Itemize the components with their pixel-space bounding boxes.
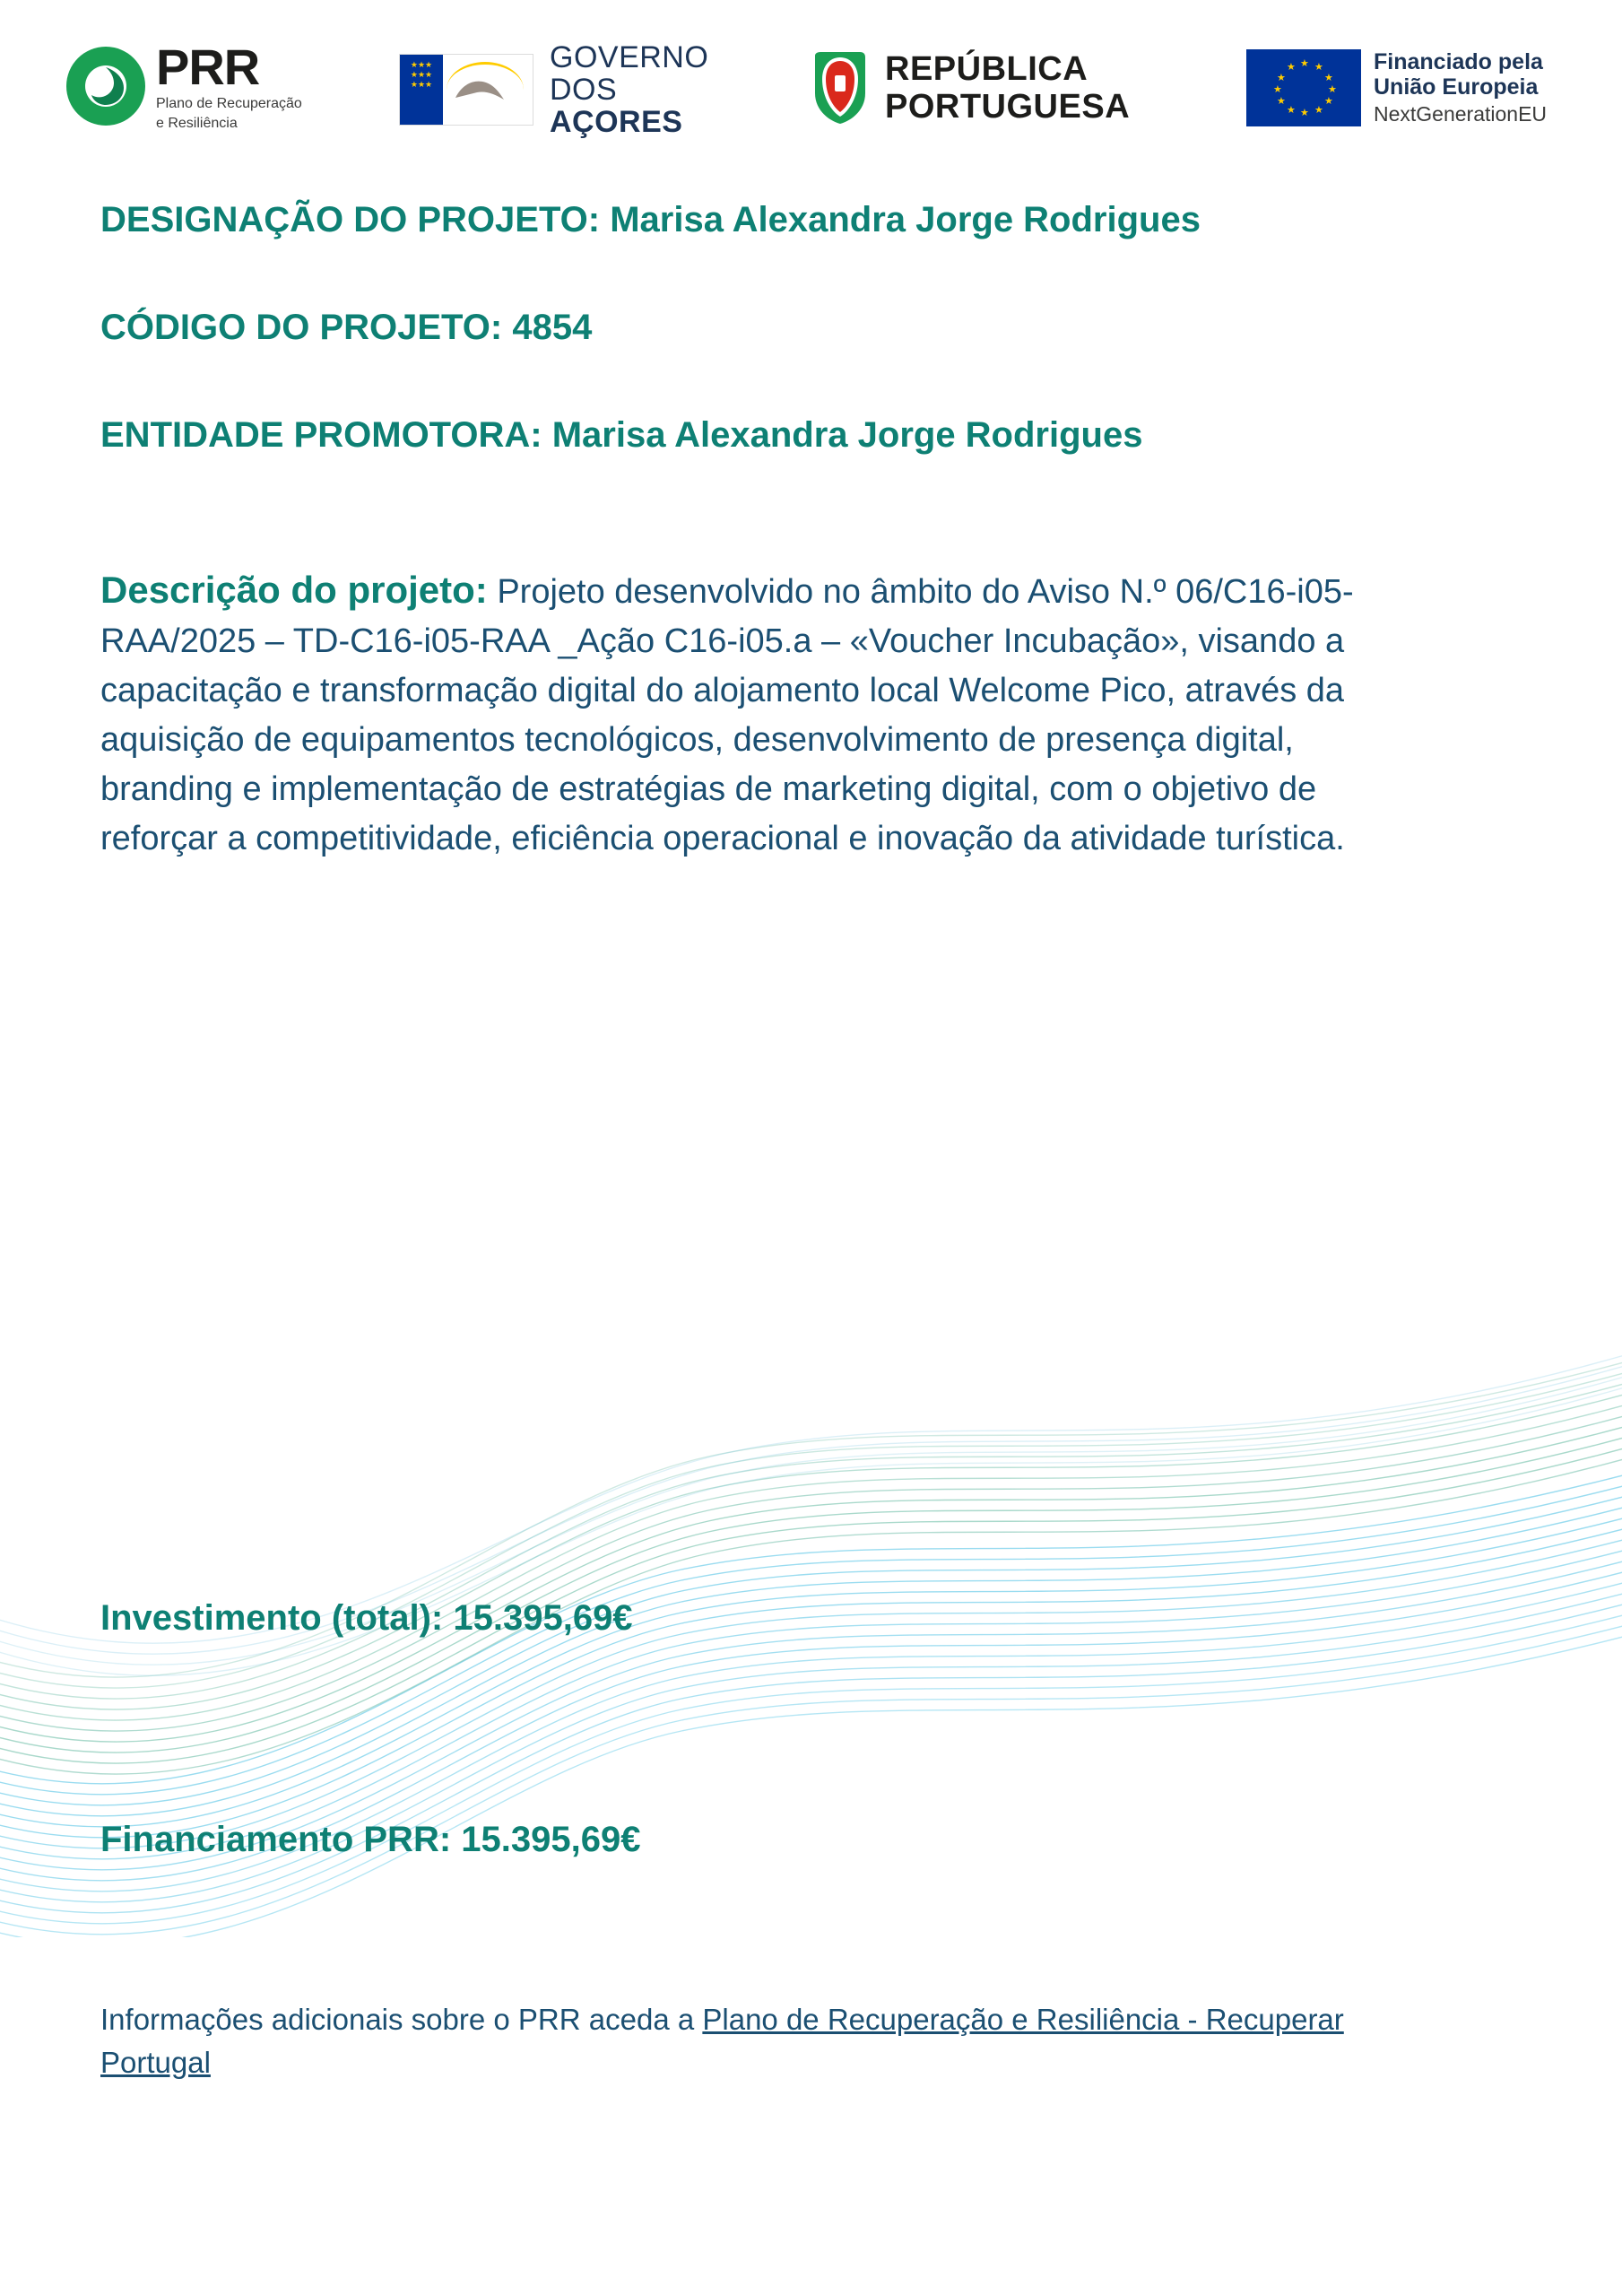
governo-acores-text (550, 41, 758, 138)
portuguese-shield-icon (811, 50, 869, 126)
governo-label-line1: GOVERNO (550, 40, 709, 74)
prr-leaf-circle-icon (65, 45, 147, 127)
republica-portuguesa-text (885, 50, 1130, 126)
document-body (100, 196, 1445, 864)
eu-flag-icon: ★ ★ ★ ★ ★ ★ ★ ★ ★ ★ ★ ★ (1246, 49, 1361, 126)
eu-label-line1: Financiado pela (1374, 49, 1543, 74)
informacoes-adicionais-note (100, 1998, 1401, 2084)
designacao-value: Marisa Alexandra Jorge Rodrigues (610, 200, 1201, 239)
codigo-do-projeto-block (100, 303, 1347, 352)
prr-logo-title: PRR (156, 39, 260, 95)
prr-portal-link[interactable]: Plano de Recuperação e Resiliência - Recuperar Portugal (100, 2003, 1344, 2079)
prr-logo-subtitle-1: Plano de Recuperação (156, 96, 302, 111)
prr-logo-subtitle-2: e Resiliência (156, 116, 238, 131)
codigo-label: CÓDIGO DO PROJETO: (100, 308, 503, 347)
descricao-label: Descrição do projeto: (100, 569, 488, 611)
prr-logo-text (156, 41, 302, 133)
logo-bar (0, 25, 1622, 151)
entidade-value: Marisa Alexandra Jorge Rodrigues (551, 415, 1143, 455)
entidade-promotora-block (100, 411, 1347, 459)
descricao-do-projeto-block (100, 565, 1374, 864)
investimento-label: Investimento (total): (100, 1598, 444, 1638)
prr-logo (65, 41, 360, 140)
financiamento-value: 15.395,69€ (461, 1820, 641, 1859)
codigo-value: 4854 (512, 308, 593, 347)
uniao-europeia-logo (1246, 47, 1596, 129)
governo-label-line2 (550, 74, 758, 138)
republica-portuguesa-logo (811, 45, 1206, 131)
governo-acores-logo (399, 40, 758, 139)
eu-label-line2: União Europeia (1374, 74, 1539, 100)
descricao-value: Projeto desenvolvido no âmbito do Aviso N.º 06/C16-i05-RAA/2025 – TD-C16-i05-RAA _Ação C16-i05.a – «Voucher Incubação», visando a capacitação e transformação digital do alojamento local Welcome Pico, através da aquisição de equipamentos tecnológicos, desenvolvimento de presença digital, branding e implementação de estratégias de marketing digital, com o objetivo de reforçar a competitividade, eficiência operacional e inovação da atividade turística. (100, 573, 1354, 857)
republica-label-line2: PORTUGUESA (885, 88, 1131, 126)
investimento-value: 15.395,69€ (453, 1598, 633, 1638)
uniao-europeia-text (1374, 49, 1547, 126)
investimento-total-block (100, 1595, 633, 1641)
republica-label-line1: REPÚBLICA (885, 50, 1089, 88)
entidade-label: ENTIDADE PROMOTORA: (100, 415, 542, 455)
eu-label-line3: NextGenerationEU (1374, 102, 1548, 126)
footer-prefix-text: Informações adicionais sobre o PRR aceda a (100, 2003, 703, 2036)
governo-label-acores: AÇORES (550, 105, 683, 139)
governo-label-dos: DOS (550, 73, 618, 107)
financiamento-label: Financiamento PRR: (100, 1820, 452, 1859)
designacao-do-projeto-block (100, 196, 1347, 244)
designacao-label: DESIGNAÇÃO DO PROJETO: (100, 200, 601, 239)
azores-flag-icon: ★★★ ★★★ ★★★ (399, 54, 533, 126)
financiamento-prr-block (100, 1816, 640, 1863)
